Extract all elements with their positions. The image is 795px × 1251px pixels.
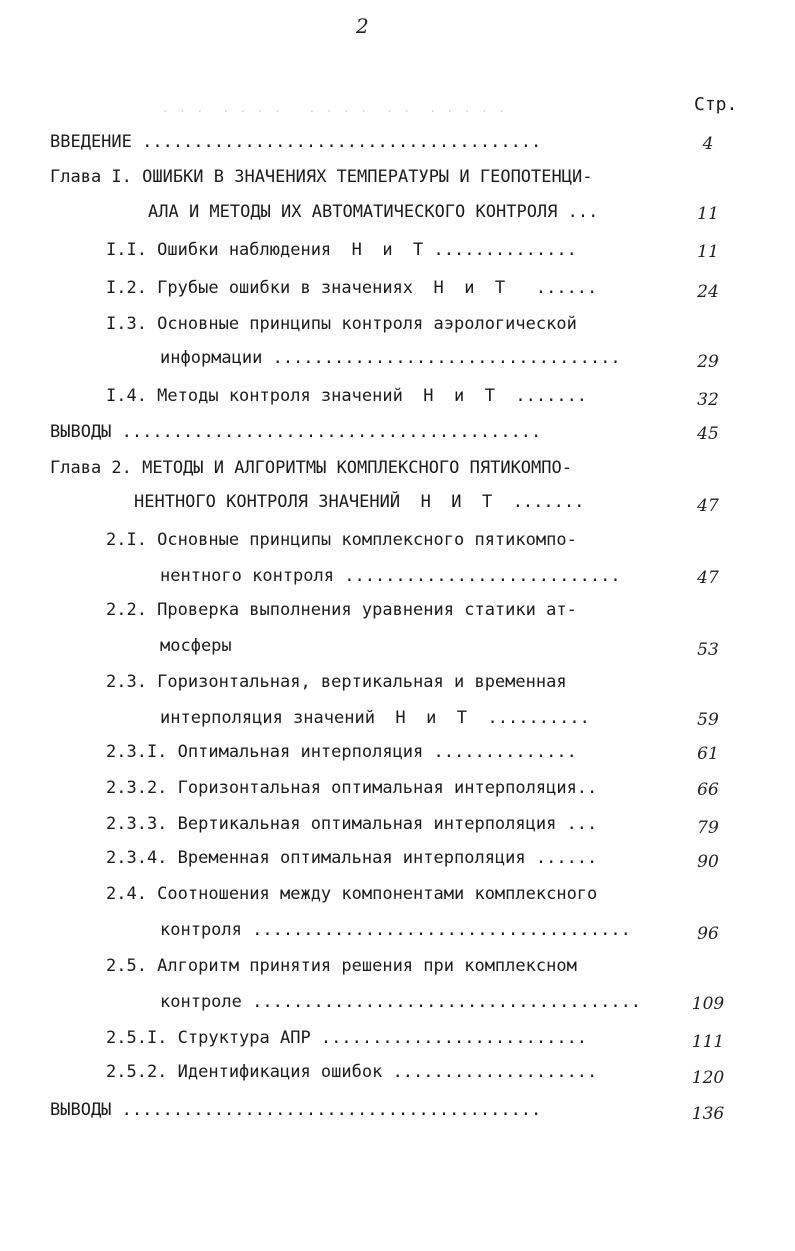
toc-line-2-5-cont: контроле ...................................... [160,992,642,1012]
toc-line-chapter-2-cont: НЕНТНОГО КОНТРОЛЯ ЗНАЧЕНИЙ Н И Т ....... [134,492,585,512]
toc-page-2-5-1: 111 [691,1032,725,1052]
toc-line-2-5-1: 2.5.I. Структура АПР .......................... [106,1028,588,1048]
toc-line-2-3-cont: интерполяция значений Н и Т .......... [160,708,590,728]
toc-line-2-3: 2.3. Горизонтальная, вертикальная и временная [106,672,567,692]
toc-line-chapter-2: Глава 2. МЕТОДЫ И АЛГОРИТМЫ КОМПЛЕКСНОГО ПЯТИКОМПО- [50,458,572,478]
toc-page-chapter-1: 11 [697,204,719,224]
toc-line-2-3-1: 2.3.I. Оптимальная интерполяция .............. [106,742,577,762]
toc-page-2-5: 109 [691,994,725,1014]
toc-line-2-1: 2.I. Основные принципы комплексного пятикомпо- [106,530,577,550]
toc-page-2-1: 47 [697,568,719,588]
toc-page-1-2: 24 [697,282,719,302]
toc-page-1-4: 32 [697,390,719,410]
toc-line-1-4: I.4. Методы контроля значений Н и Т ....... [106,386,588,406]
toc-page-conclusions-2: 136 [691,1104,725,1124]
toc-line-2-2-cont: мосферы [160,636,232,656]
toc-line-2-3-3: 2.3.3. Вертикальная оптимальная интерполяция ... [106,814,598,834]
page-number: 2 [356,14,369,38]
toc-page-2-3-3: 79 [697,818,719,838]
toc-page-2-4: 96 [697,924,719,944]
toc-line-2-3-2: 2.3.2. Горизонтальная оптимальная интерполяция.. [106,778,598,798]
toc-page-2-3-2: 66 [697,780,719,800]
toc-line-1-1: I.I. Ошибки наблюдения Н и Т .............. [106,240,577,260]
toc-page-2-3-4: 90 [697,852,719,872]
toc-line-2-3-4: 2.3.4. Временная оптимальная интерполяция ...... [106,848,598,868]
faint-mark: . . . . . . . . . . . . . . . . . . [162,102,507,115]
toc-line-1-2: I.2. Грубые ошибки в значениях Н и Т ...... [106,278,598,298]
toc-page-introduction: 4 [702,134,714,154]
toc-line-conclusions-2: ВЫВОДЫ ......................................... [50,1100,542,1120]
toc-line-conclusions-1: ВЫВОДЫ ......................................... [50,422,542,442]
toc-line-introduction: ВВЕДЕНИЕ ....................................... [50,132,542,152]
toc-line-1-3-cont: информации .................................. [160,348,621,368]
toc-page-chapter-2: 47 [697,496,719,516]
toc-line-2-5: 2.5. Алгоритм принятия решения при комплексном [106,956,577,976]
page-column-header: Стр. [694,94,738,115]
toc-page-1-1: 11 [697,242,719,262]
toc-page-2-5-2: 120 [691,1068,725,1088]
toc-line-chapter-1-cont: АЛА И МЕТОДЫ ИХ АВТОМАТИЧЕСКОГО КОНТРОЛЯ ... [148,202,599,222]
toc-line-2-1-cont: нентного контроля ........................... [160,566,621,586]
toc-line-2-4: 2.4. Соотношения между компонентами комплексного [106,884,598,904]
toc-line-2-2: 2.2. Проверка выполнения уравнения статики ат- [106,600,577,620]
toc-page-2-3: 59 [697,710,719,730]
toc-line-2-5-2: 2.5.2. Идентификация ошибок .................... [106,1062,598,1082]
toc-line-chapter-1: Глава I. ОШИБКИ В ЗНАЧЕНИЯХ ТЕМПЕРАТУРЫ И ГЕОПОТЕНЦИ- [50,167,593,187]
toc-page-2-3-1: 61 [697,744,719,764]
toc-page-2-2: 53 [697,640,719,660]
toc-line-2-4-cont: контроля ..................................... [160,920,631,940]
toc-page-conclusions-1: 45 [697,424,719,444]
toc-line-1-3: I.3. Основные принципы контроля аэрологической [106,314,577,334]
toc-page-1-3: 29 [697,352,719,372]
